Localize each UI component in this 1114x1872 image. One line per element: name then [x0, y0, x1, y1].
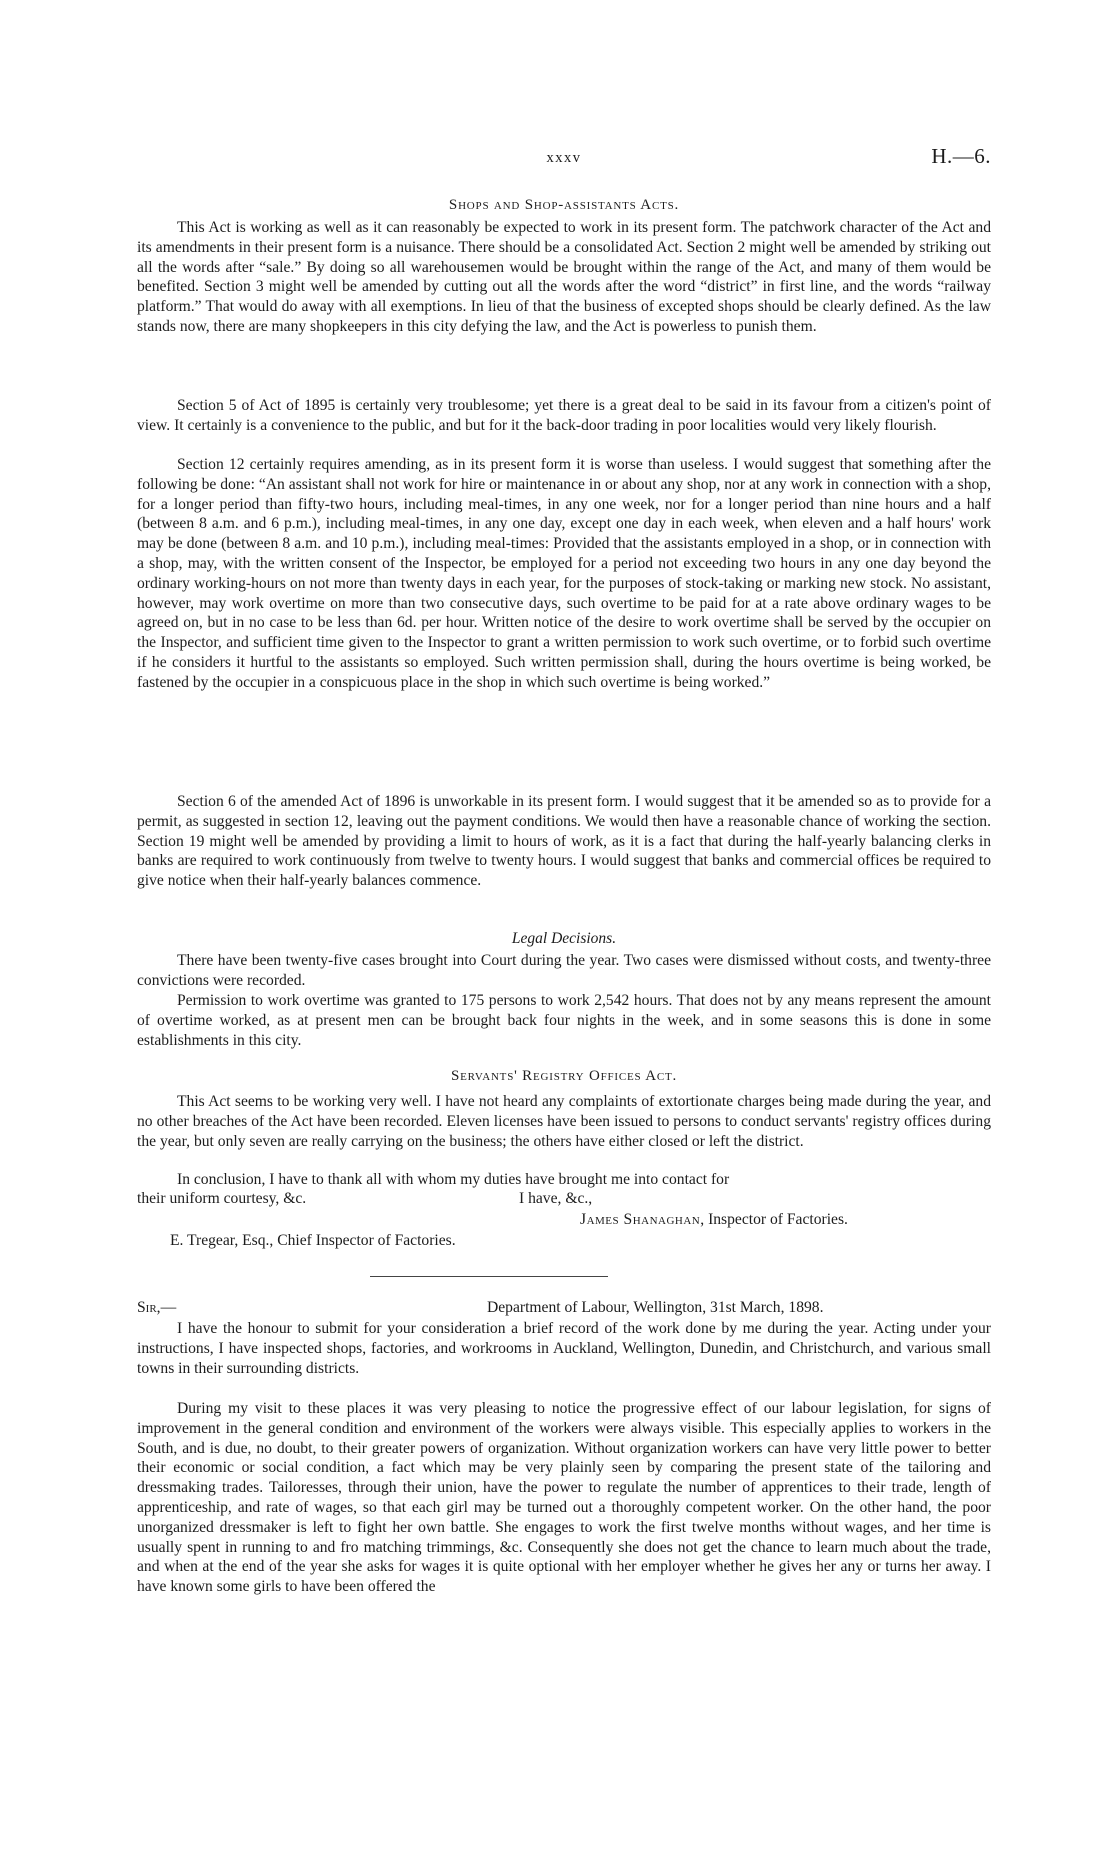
- document-page: [137, 0, 991, 1872]
- page-number: xxxv: [546, 150, 582, 166]
- section-heading-shops-acts: Shops and Shop-assistants Acts.: [448, 197, 680, 213]
- section-heading-legal-decisions: Legal Decisions.: [511, 930, 617, 947]
- paragraph-letter-organization: During my visit to these places it was very pleasing to notice the progressive effect of our labour legislation, for signs of improvement in the general condition and environment of the workers were always visible. This especially applies to workers in the South, and is due, no doubt, to their greater powers of organization. Without organization workers can have very little power to better their economic or social condition, a fact which may be very plainly seen by comparing the present state of the tailoring and dressmaking trades. Tailoresses, through their union, have the power to regulate the number of apprentices to their trade, length of apprenticeship, and rate of wages, so that each girl may be turned out a thoroughly competent worker. On the other hand, the poor unorganized dressmaker is left to fight her own battle. She engages to work the first twelve months without wages, and her time is usually spent in running to and fro matching trimmings, &c. Consequently she does not get the chance to learn much about the trade, and when at the end of the year she asks for wages it is quite optional with her employer whether he gives her any or turns her away. I have known some girls to have been offered the: [137, 1400, 991, 1596]
- paragraph-letter-intro: I have the honour to submit for your consideration a brief record of the work done by me during the year. Acting under your instructions, I have inspected shops, factories, and workrooms in Auckland, Wellington, Dunedin, and Christchurch, and various small towns in their surrounding districts.: [137, 1320, 991, 1377]
- section-heading-servants-registry: Servants' Registry Offices Act.: [450, 1068, 678, 1084]
- signer-name: James Shanaghan: [580, 1211, 701, 1228]
- signature-line: [580, 1211, 848, 1229]
- paragraph-section-6: Section 6 of the amended Act of 1896 is unworkable in its present form. I would suggest that it be amended so as to provide for a permit, as suggested in section 12, leaving out the payment conditions. We would then have a reasonable chance of working the section. Section 19 might well be amended by providing a limit to hours of work, as it is a fact that during the half-yearly balancing clerks in banks are required to work continuously from twelve to twenty hours. I would suggest that banks and commercial offices be required to give notice when their half-yearly balances commence.: [137, 793, 991, 890]
- paragraph-servants-registry: This Act seems to be working very well. I have not heard any complaints of extortionate charges being made during the year, and no other breaches of the Act have been recorded. Eleven licenses have been issued to persons to conduct servants' registry offices during the year, but only seven are really carrying on the business; the others have either closed or left the district.: [137, 1093, 991, 1150]
- addressee: E. Tregear, Esq., Chief Inspector of Factories.: [170, 1232, 456, 1249]
- closing-courtesy: their uniform courtesy, &c.: [137, 1190, 307, 1207]
- letter-salutation: Sir,—: [137, 1299, 177, 1316]
- paragraph-shops-act-1: This Act is working as well as it can reasonably be expected to work in its present form. The patchwork character of the Act and its amendments in their present form is a nuisance. There should be a consolidated Act. Section 2 might well be amended by striking out all the words after “sale.” By doing so all warehousemen would be brought within the range of the Act, and many of them would be benefited. Section 3 might well be amended by cutting out all the words after the word “district” in first line, and the words “railway platform.” That would do away with all exemptions. In lieu of that the business of excepted shops should be clearly defined. As the law stands now, there are many shopkeepers in this city defying the law, and the Act is powerless to punish them.: [137, 219, 991, 335]
- paragraph-overtime-permission: Permission to work overtime was granted to 175 persons to work 2,542 hours. That does not by any means represent the amount of overtime worked, as at present men can be brought back four nights in the week, and in some seasons this is done in some establishments in this city.: [137, 992, 991, 1049]
- paragraph-legal-cases: There have been twenty-five cases brought into Court during the year. Two cases were dismissed without costs, and twenty-three convictions were recorded.: [137, 952, 991, 989]
- letter-dateline: Department of Labour, Wellington, 31st March, 1898.: [487, 1299, 824, 1316]
- signer-title: , Inspector of Factories.: [700, 1211, 848, 1228]
- paragraph-section-5: Section 5 of Act of 1895 is certainly very troublesome; yet there is a great deal to be said in its favour from a citizen's point of view. It certainly is a convenience to the public, and but for it the back-door trading in poor localities would very likely flourish.: [137, 397, 991, 434]
- closing-i-have: I have, &c.,: [519, 1190, 593, 1207]
- section-divider: [370, 1276, 608, 1277]
- paragraph-section-12: Section 12 certainly requires amending, as in its present form it is worse than useless. I would suggest that something after the following be done: “An assistant shall not work for hire or maintenance in or about any shop, nor at any work in connection with a shop, for a longer period than fifty-two hours, including meal-times, in any one week, nor for a longer period than nine hours and a half (between 8 a.m. and 6 p.m.), including meal-times, in any one day, except one day in each week, when eleven and a half hours' work may be done (between 8 a.m. and 10 p.m.), including meal-times: Provided that the assistants employed in a shop, or in connection with a shop, may, with the written consent of the Inspector, be employed for a period not exceeding two hours in any one day beyond the ordinary working-hours on not more than twenty days in each year, for the purposes of stock-taking or marking new stock. No assistant, however, may work overtime on more than two consecutive days, such overtime to be paid for at a rate above ordinary wages to be agreed on, but in no case to be less than 6d. per hour. Written notice of the desire to work overtime shall be served by the occupier on the Inspector, and sufficient time given to the Inspector to grant a written permission to work such overtime, or to forbid such overtime if he considers it hurtful to the assistants so employed. Such written permission shall, during the hours overtime is being worked, be fastened by the occupier in a conspicuous place in the shop in which such overtime is being worked.”: [137, 456, 991, 691]
- paragraph-conclusion: In conclusion, I have to thank all with whom my duties have brought me into contact for: [177, 1171, 730, 1188]
- document-reference: H.—6.: [931, 144, 991, 168]
- page-header: [137, 144, 991, 174]
